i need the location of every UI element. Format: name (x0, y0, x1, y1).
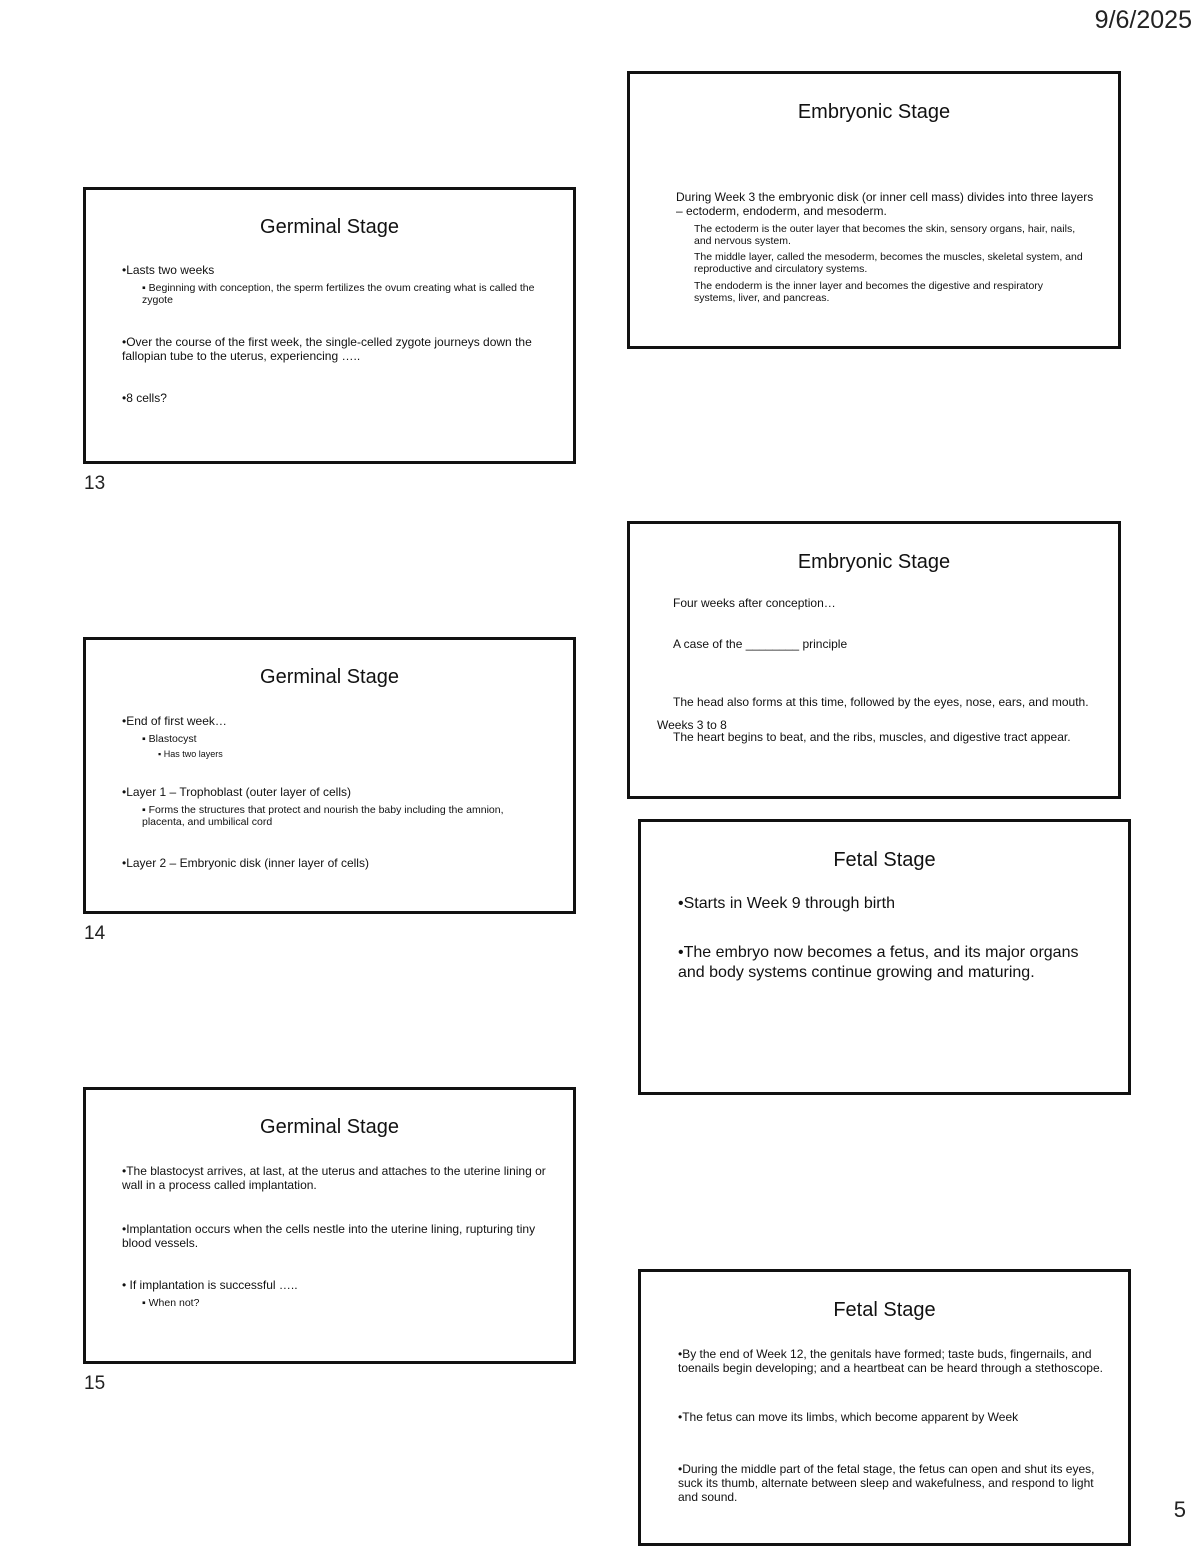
bullet: • If implantation is successful ….. (122, 1278, 298, 1292)
bullet: •By the end of Week 12, the genitals have formed; taste buds, fingernails, and toenails begin developing; and a heartbeat can be heard through a stethoscope. (678, 1347, 1103, 1375)
bullet: •The embryo now becomes a fetus, and its major organs and body systems continue growing and maturing. (678, 944, 1079, 981)
bullet: •Over the course of the first week, the single-celled zygote journeys down the fallopian tube to the uterus, experiencing ….. (122, 335, 532, 363)
slide-fetal-2 (638, 1269, 1131, 1546)
slide-title: Germinal Stage (260, 666, 399, 688)
slide-number: 14 (84, 923, 106, 944)
slide-title: Embryonic Stage (797, 101, 951, 123)
slide-number: 13 (84, 473, 106, 494)
slide-15 (83, 1087, 576, 1364)
sub-bullet: ▪ Beginning with conception, the sperm fertilizes the ovum creating what is called the zygote (142, 282, 535, 306)
slide-title: Germinal Stage (260, 216, 399, 238)
sub-bullet-text: Blastocyst (148, 733, 197, 745)
slide-title: Germinal Stage (260, 1116, 399, 1138)
slide-fetal-1 (638, 819, 1131, 1095)
bullet: •8 cells? (122, 391, 167, 405)
bullet: •Implantation occurs when the cells nestle into the uterine lining, rupturing tiny blood vessels. (122, 1222, 536, 1250)
sub-paragraph: The ectoderm is the outer layer that becomes the skin, sensory organs, hair, nails, and nervous system. (694, 223, 1076, 247)
slide-title: Fetal Stage (833, 849, 936, 871)
sub-bullet-text: When not? (148, 1297, 200, 1309)
bullet: •Layer 1 – Trophoblast (outer layer of cells) (122, 785, 351, 799)
sub-paragraph: The middle layer, called the mesoderm, becomes the muscles, skeletal system, and reproductive and circulatory systems. (694, 251, 1083, 275)
paragraph: Four weeks after conception… (673, 596, 836, 610)
sub-sub-bullet: ▪ Has two layers (158, 749, 223, 759)
sub-bullet: ▪ Blastocyst (142, 733, 197, 745)
paragraph: The heart begins to beat, and the ribs, muscles, and digestive tract appear. (673, 730, 1071, 744)
sub-sub-bullet-text: Has two layers (163, 749, 223, 759)
paragraph: During Week 3 the embryonic disk (or inner cell mass) divides into three layers – ectoderm, endoderm, and mesoderm. (676, 190, 1094, 218)
paragraph: The head also forms at this time, followed by the eyes, nose, ears, and mouth. (673, 695, 1089, 709)
bullet: •The fetus can move its limbs, which become apparent by Week (678, 1410, 1019, 1424)
sub-bullet: ▪ When not? (142, 1297, 200, 1309)
slide-title: Fetal Stage (833, 1299, 936, 1321)
slide-number: 15 (84, 1373, 106, 1394)
bullet: •End of first week… (122, 714, 227, 728)
bullet: •Starts in Week 9 through birth (678, 895, 895, 912)
bullet: •Lasts two weeks (122, 263, 215, 277)
bullet: •The blastocyst arrives, at last, at the uterus and attaches to the uterine lining or wall in a process called implantation. (122, 1164, 546, 1192)
paragraph: A case of the ________ principle (673, 637, 848, 651)
sub-paragraph: The endoderm is the inner layer and becomes the digestive and respiratory systems, liver, and pancreas. (694, 280, 1044, 304)
sub-bullet-text: Forms the structures that protect and nourish the baby including the amnion, placenta, and umbilical cord (142, 804, 504, 828)
sub-bullet-text: Beginning with conception, the sperm fertilizes the ovum creating what is called the zygote (142, 282, 535, 306)
sub-bullet: ▪ Forms the structures that protect and nourish the baby including the amnion, placenta, and umbilical cord (142, 804, 504, 828)
overlay-label: Weeks 3 to 8 (657, 718, 727, 732)
slide-embryonic-1 (627, 71, 1121, 349)
slide-13 (83, 187, 576, 464)
bullet: •During the middle part of the fetal stage, the fetus can open and shut its eyes, suck its thumb, alternate between sleep and wakefulness, and respond to light and sound. (678, 1462, 1095, 1504)
print-date: 9/6/2025 (1094, 6, 1192, 34)
slide-14 (83, 637, 576, 914)
slide-embryonic-2 (627, 521, 1121, 799)
slide-title: Embryonic Stage (797, 551, 951, 573)
bullet: •Layer 2 – Embryonic disk (inner layer of cells) (122, 856, 369, 870)
page-number: 5 (1173, 1497, 1186, 1522)
